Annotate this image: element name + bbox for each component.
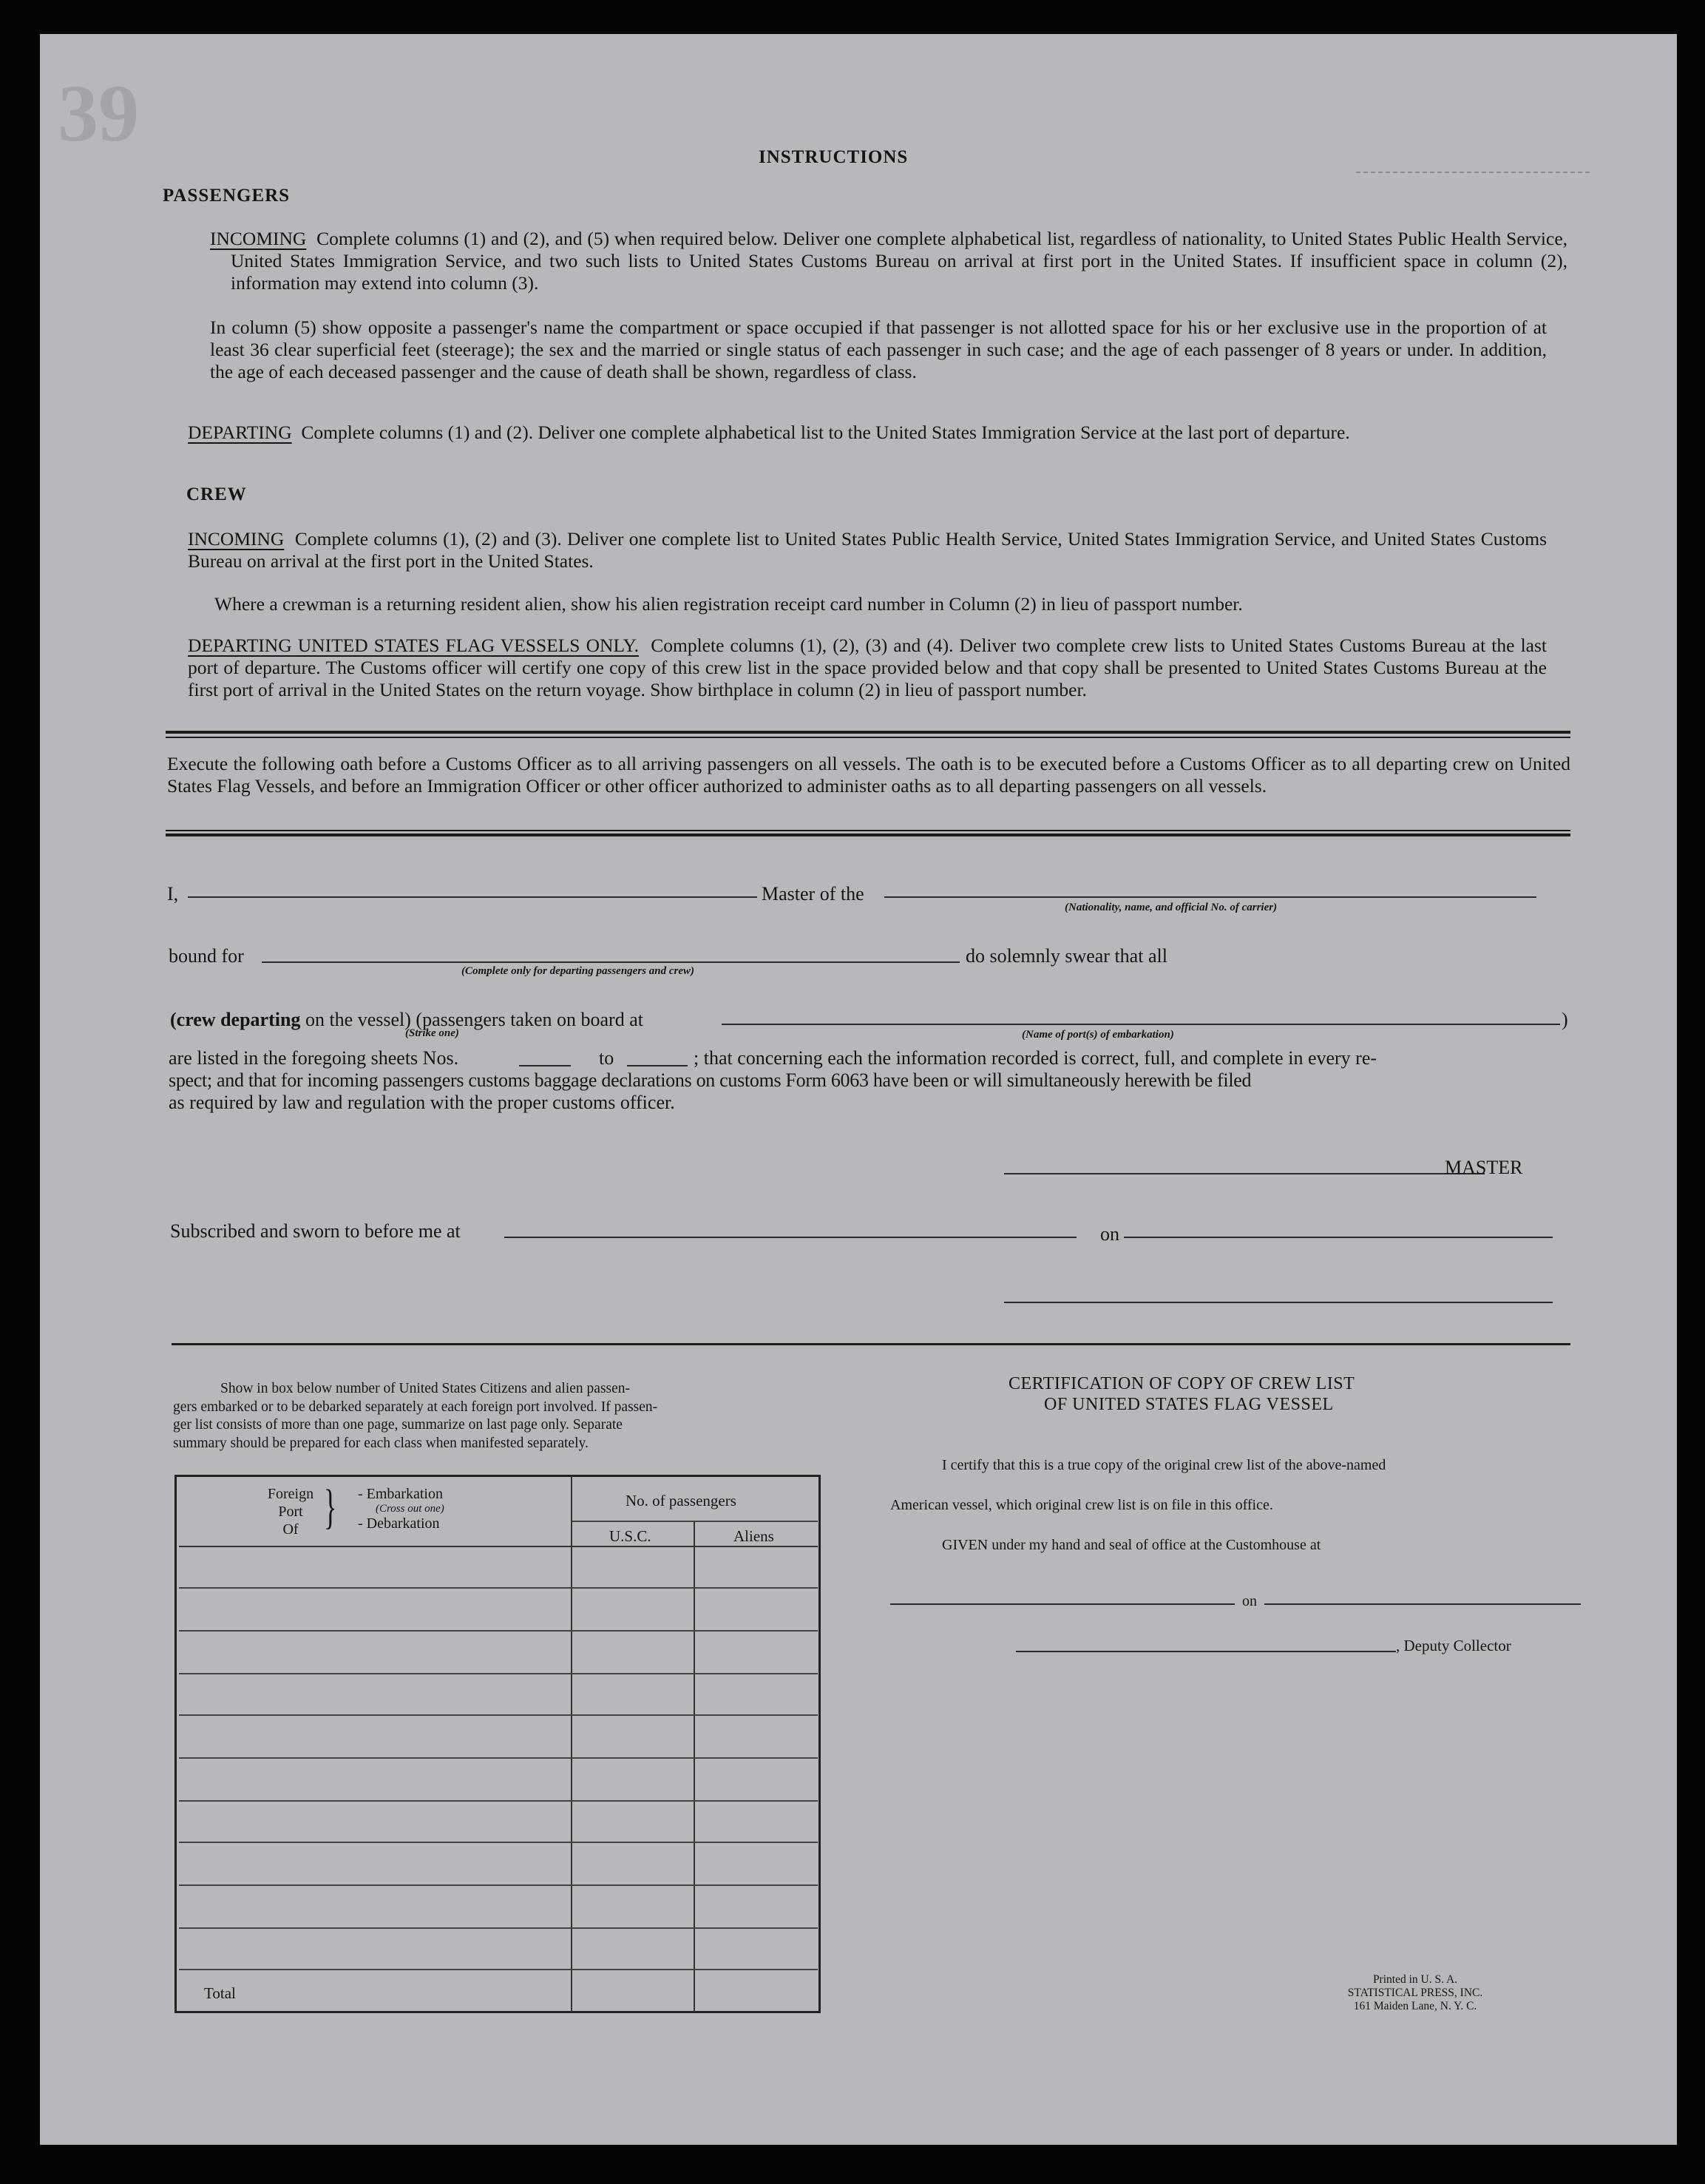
passengers-incoming-text: Complete columns (1) and (2), and (5) when required below. Deliver one complete alphabetical list, regardless of nationality, to United States Public Health Service, United States Immigration Service, and two such lists to United States Customs Bureau on arrival at first port in the United States. If insufficient space in column (2), information may extend into column (3). — [231, 228, 1568, 294]
master-name-field[interactable] — [188, 896, 757, 898]
printer-line-1: Printed in U. S. A. — [1372, 1973, 1458, 1986]
crew-departing-text: Complete columns (1), (2), (3) and (4). Deliver two complete crew lists to United States Customs Bureau at the last port of departure. The Customs officer will certify one copy of this crew list in the space provided below and that copy shall be presented to United States Customs Bureau at the first port of arrival in the United States on the return voyage. Show birthplace in column (2) in lieu of passport number. — [188, 635, 1547, 700]
passengers-incoming-label: INCOMING — [210, 228, 307, 249]
foreign-port-of-label — [259, 1485, 322, 1538]
summary-line-4: summary should be prepared for each class when manifested separately. — [173, 1435, 589, 1451]
strike-one-caption: (Strike one) — [405, 1027, 459, 1039]
usc-header: U.S.C. — [609, 1527, 651, 1545]
crew-incoming-label: INCOMING — [188, 528, 285, 550]
passengers-taken-text: (passengers taken on board at — [416, 1009, 643, 1030]
certification-title-line-1: CERTIFICATION OF COPY OF CREW LIST — [1009, 1374, 1355, 1393]
debarkation-option[interactable]: - Debarkation — [358, 1515, 440, 1532]
cert-on-label: on — [1242, 1593, 1257, 1609]
instructions-title: INSTRUCTIONS — [759, 147, 909, 167]
bleed-through-page-number: 39 — [58, 68, 139, 158]
deputy-signature-field[interactable] — [1016, 1651, 1396, 1652]
summary-line-1: Show in box below number of United States Citizens and alien passen- — [220, 1381, 631, 1396]
certification-title-line-2: OF UNITED STATES FLAG VESSEL — [1044, 1395, 1334, 1414]
listed-rest: ; that concerning each the information recorded is correct, full, and complete in every re- — [694, 1047, 1377, 1069]
printer-line-3: 161 Maiden Lane, N. Y. C. — [1353, 2000, 1477, 2012]
bound-for-field[interactable] — [262, 961, 960, 963]
table-row — [179, 1842, 818, 1843]
certify-line-1: I certify that this is a true copy of the original crew list of the above-named — [942, 1457, 1386, 1473]
faint-dashed-mark — [1356, 172, 1590, 173]
deputy-collector-label: , Deputy Collector — [1396, 1637, 1511, 1654]
crew-departing-option: (crew departing — [170, 1009, 301, 1030]
crew-departing-paragraph — [188, 635, 1547, 701]
total-label: Total — [204, 1984, 236, 2002]
foreign-label: Foreign — [267, 1486, 314, 1502]
no-passengers-header: No. of passengers — [626, 1492, 736, 1509]
ports-caption: (Name of port(s) of embarkation) — [1022, 1029, 1174, 1041]
table-row — [179, 1757, 818, 1759]
passengers-incoming-paragraph — [210, 228, 1567, 294]
crew-heading: CREW — [186, 484, 247, 504]
oath-line-3: as required by law and regulation with the proper customs officer. — [169, 1092, 675, 1113]
table-row — [179, 1587, 818, 1589]
section-rule-mid — [166, 834, 1570, 836]
given-text: GIVEN under my hand and seal of office at the Customhouse at — [942, 1537, 1321, 1553]
sworn-on-label: on — [1100, 1223, 1119, 1245]
closing-paren: ) — [1562, 1009, 1568, 1030]
oath-instruction: Execute the following oath before a Customs Officer as to all arriving passengers on all vessels. The oath is to be executed before a Customs Officer as to all departing crew on United States Flag Vessels, and before an Immigration Officer or other officer authorized to administer oaths as to all departing passengers on all vessels. — [167, 753, 1570, 797]
crew-resident-paragraph: Where a crewman is a returning resident alien, show his alien registration receipt card number in Column (2) in lieu of passport number. — [214, 593, 1243, 615]
section-rule-top-thin — [166, 737, 1570, 738]
listed-prefix: are listed in the foregoing sheets Nos. — [169, 1047, 459, 1069]
table-row — [179, 1630, 818, 1632]
on-the-vessel-text: on the vessel) — [305, 1009, 411, 1030]
master-label: MASTER — [1445, 1157, 1523, 1178]
crew-departing-label: DEPARTING UNITED STATES FLAG VESSELS ONLY. — [188, 635, 639, 656]
sworn-place-field[interactable] — [504, 1237, 1077, 1238]
crew-incoming-text: Complete columns (1), (2) and (3). Deliver one complete list to United States Public Health Service, United States Immigration Service, and United States Customs Bureau on arrival at the first port in the United States. — [188, 528, 1548, 572]
bound-for-caption: (Complete only for departing passengers and crew) — [461, 965, 694, 977]
sworn-date-field[interactable] — [1124, 1237, 1553, 1238]
to-label: to — [599, 1047, 614, 1069]
summary-line-3: ger list consists of more than one page, summarize on last page only. Separate — [173, 1417, 623, 1433]
of-label: Of — [282, 1521, 299, 1538]
swear-text: do solemnly swear that all — [966, 945, 1167, 967]
brace-glyph: } — [324, 1480, 337, 1534]
table-row — [179, 1884, 818, 1886]
table-row — [179, 1673, 818, 1674]
table-col-divider-1 — [571, 1476, 572, 2012]
carrier-caption: (Nationality, name, and official No. of carrier) — [1065, 902, 1278, 913]
oath-i-label: I, — [167, 883, 179, 905]
passengers-departing-paragraph — [188, 422, 1547, 444]
table-row — [179, 1800, 818, 1802]
table-subheader-rule — [572, 1521, 818, 1522]
printer-imprint — [1297, 1973, 1533, 2013]
customhouse-field[interactable] — [890, 1603, 1235, 1605]
section-rule-top — [166, 731, 1570, 734]
subscribed-label: Subscribed and sworn to before me at — [170, 1220, 461, 1242]
master-signature-field[interactable] — [1004, 1173, 1485, 1174]
embarkation-port-field[interactable] — [722, 1024, 1560, 1025]
cert-date-field[interactable] — [1264, 1603, 1581, 1605]
aliens-header: Aliens — [733, 1527, 774, 1545]
cross-out-caption: (Cross out one) — [376, 1503, 444, 1515]
passengers-departing-text: Complete columns (1) and (2). Deliver one complete alphabetical list to the United States Immigration Service at the last port of departure. — [301, 422, 1350, 443]
section-rule-bottom — [172, 1343, 1570, 1345]
crew-incoming-paragraph — [188, 528, 1547, 572]
table-row — [179, 1969, 818, 1970]
table-row — [179, 1927, 818, 1929]
summary-line-2: gers embarked or to be debarked separately at each foreign port involved. If passen- — [173, 1399, 658, 1415]
embark-debark-options — [358, 1485, 444, 1532]
printer-line-2: STATISTICAL PRESS, INC. — [1347, 1987, 1483, 1999]
sheet-to-field[interactable] — [627, 1065, 688, 1066]
officer-signature-field[interactable] — [1004, 1302, 1553, 1303]
passengers-departing-label: DEPARTING — [188, 422, 292, 443]
table-col-divider-2 — [694, 1521, 695, 2012]
table-row — [179, 1714, 818, 1716]
master-of-the-label: Master of the — [762, 883, 864, 905]
passenger-summary-table — [174, 1475, 821, 2013]
bound-for-label: bound for — [169, 945, 244, 967]
passengers-heading: PASSENGERS — [163, 186, 291, 206]
column5-paragraph: In column (5) show opposite a passenger's name the compartment or space occupied if that passenger is not allotted space for his or her exclusive use in the proportion of at least 36 clear superficial feet (steerage); the sex and the married or single status of each passenger in such case; and the age of each passenger of 8 years or under. In addition, the age of each deceased passenger and the cause of death shall be shown, regardless of class. — [210, 317, 1547, 382]
port-label: Port — [278, 1504, 303, 1520]
document-page — [40, 34, 1677, 2145]
carrier-field[interactable] — [884, 896, 1536, 898]
section-rule-mid-thin — [166, 830, 1570, 831]
oath-line-2: spect; and that for incoming passengers customs baggage declarations on customs Form 6063 have been or will simultaneously herewith be filed — [169, 1069, 1252, 1091]
sheet-from-field[interactable] — [519, 1065, 571, 1066]
certify-line-2: American vessel, which original crew list is on file in this office. — [890, 1497, 1273, 1513]
embarkation-option[interactable]: - Embarkation — [358, 1486, 443, 1502]
summary-instructions — [173, 1380, 859, 1453]
table-header-rule — [179, 1546, 818, 1547]
